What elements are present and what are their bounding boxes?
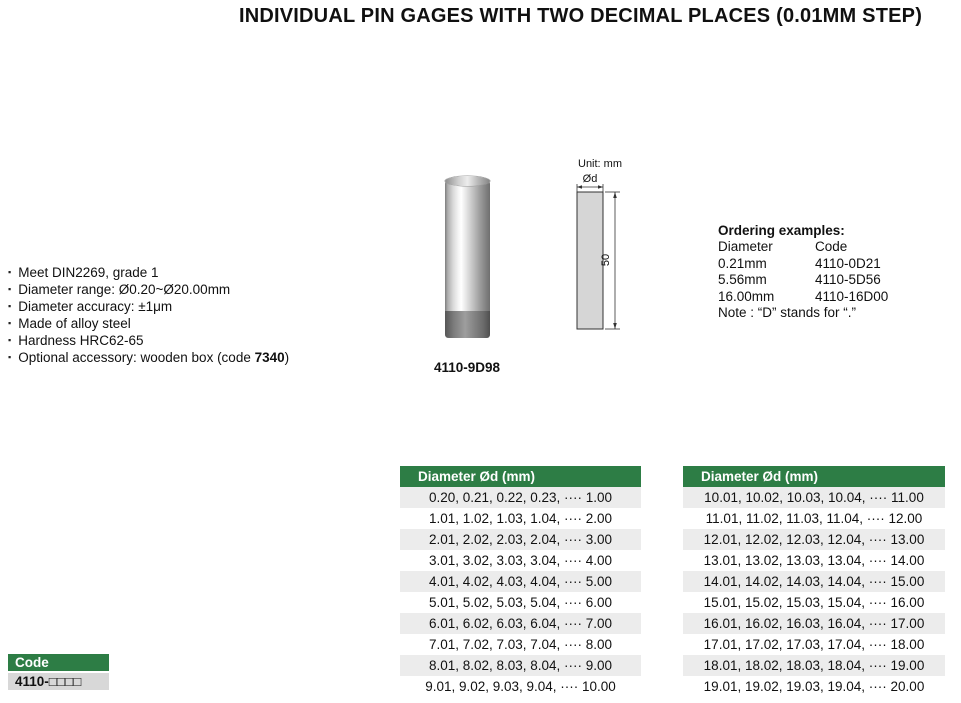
ordering-rows (718, 256, 888, 306)
bullet-square-icon: ▪ (8, 352, 12, 362)
ordering-row (718, 289, 888, 306)
feature-item (8, 332, 289, 349)
table-header: Diameter Ød (mm) (683, 466, 945, 487)
ordering-diameter-value: 0.21mm (718, 255, 767, 271)
feature-text: Hardness HRC62-65 (18, 333, 144, 348)
feature-item (8, 264, 289, 281)
table-row: 17.01, 17.02, 17.03, 17.04, ···· 18.00 (703, 637, 925, 652)
table-row: 6.01, 6.02, 6.03, 6.04, ···· 7.00 (400, 613, 641, 634)
table-body (683, 487, 945, 697)
table-row: 2.01, 2.02, 2.03, 2.04, ···· 3.00 (400, 529, 641, 550)
ordering-col-diameter: Diameter (718, 239, 773, 254)
pin-model-label: 4110-9D98 (433, 360, 501, 375)
table-header: Diameter Ød (mm) (400, 466, 641, 487)
feature-item: ▪ Optional accessory: wooden box (code 7340) (8, 350, 290, 365)
table-row: 9.01, 9.02, 9.03, 9.04, ···· 10.00 (425, 679, 616, 694)
ordering-note: Note : “D” stands for “.” (718, 305, 857, 320)
ordering-code-value: 4110-16D00 (815, 288, 889, 304)
table-row: 12.01, 12.02, 12.03, 12.04, ···· 13.00 (683, 529, 945, 550)
ordering-code-value: 4110-5D56 (815, 272, 881, 287)
table-row: 0.20, 0.21, 0.22, 0.23, ···· 1.00 (400, 487, 641, 508)
dimension-drawing (565, 152, 680, 342)
feature-text: Diameter range: Ø0.20~Ø20.00mm (18, 282, 231, 297)
unit-label: Unit: mm (578, 158, 622, 170)
table-body (400, 487, 641, 697)
table-row: 13.01, 13.02, 13.03, 13.04, ···· 14.00 (703, 553, 925, 568)
table-row: 15.01, 15.02, 15.03, 15.04, ···· 16.00 (703, 595, 925, 610)
page-title: INDIVIDUAL PIN GAGES WITH TWO DECIMAL PLACES (0.01MM STEP) (238, 5, 923, 27)
ordering-col-code: Code (815, 239, 848, 254)
feature-text: Made of alloy steel (18, 316, 131, 331)
feature-text: Optional accessory: wooden box (code (18, 350, 255, 365)
table-row: 5.01, 5.02, 5.03, 5.04, ···· 6.00 (428, 595, 613, 610)
table-row: 18.01, 18.02, 18.03, 18.04, ···· 19.00 (683, 655, 945, 676)
feature-item (8, 298, 289, 315)
ordering-examples (718, 222, 888, 322)
feature-text: Meet DIN2269, grade 1 (18, 265, 159, 280)
ordering-diameter-value: 16.00mm (718, 288, 775, 304)
table-row: 8.01, 8.02, 8.03, 8.04, ···· 9.00 (400, 655, 641, 676)
ordering-code-value: 4110-0D21 (815, 255, 881, 271)
table-row: 19.01, 19.02, 19.03, 19.04, ···· 20.00 (703, 679, 925, 694)
pin-gage-image (445, 180, 490, 338)
length-dim-label: 50 (600, 253, 612, 267)
diameter-table-left (400, 466, 641, 697)
feature-item (8, 281, 289, 298)
bullet-square-icon: ▪ (8, 335, 12, 345)
ordering-diameter-value: 5.56mm (718, 272, 767, 287)
ordering-row (718, 256, 888, 273)
diameter-dimension-lines (577, 184, 603, 192)
table-row: 16.01, 16.02, 16.03, 16.04, ···· 17.00 (683, 613, 945, 634)
ordering-header-row (718, 239, 888, 256)
ordering-row (718, 272, 888, 289)
code-block (8, 654, 109, 690)
table-row: 14.01, 14.02, 14.03, 14.04, ···· 15.00 (683, 571, 945, 592)
feature-list (8, 264, 289, 366)
bullet-square-icon: ▪ (8, 301, 12, 311)
bullet-square-icon: ▪ (8, 284, 12, 294)
table-row: 3.01, 3.02, 3.03, 3.04, ···· 4.00 (428, 553, 613, 568)
diameter-dim-label: Ød (582, 173, 598, 185)
table-row: 1.01, 1.02, 1.03, 1.04, ···· 2.00 (428, 511, 613, 526)
table-row: 11.01, 11.02, 11.03, 11.04, ···· 12.00 (705, 511, 923, 526)
table-row: 7.01, 7.02, 7.03, 7.04, ···· 8.00 (428, 637, 613, 652)
feature-item (8, 315, 289, 332)
code-value: 4110-□□□□ (8, 673, 109, 690)
feature-text: Diameter accuracy: ±1μm (18, 299, 173, 314)
ordering-title: Ordering examples: (718, 223, 845, 238)
bullet-square-icon: ▪ (8, 318, 12, 328)
table-row: 4.01, 4.02, 4.03, 4.04, ···· 5.00 (400, 571, 641, 592)
table-row: 10.01, 10.02, 10.03, 10.04, ···· 11.00 (683, 487, 945, 508)
code-header: Code (8, 654, 109, 671)
product-figure (414, 180, 520, 375)
diameter-table-right (683, 466, 945, 697)
bullet-square-icon: ▪ (8, 267, 12, 277)
